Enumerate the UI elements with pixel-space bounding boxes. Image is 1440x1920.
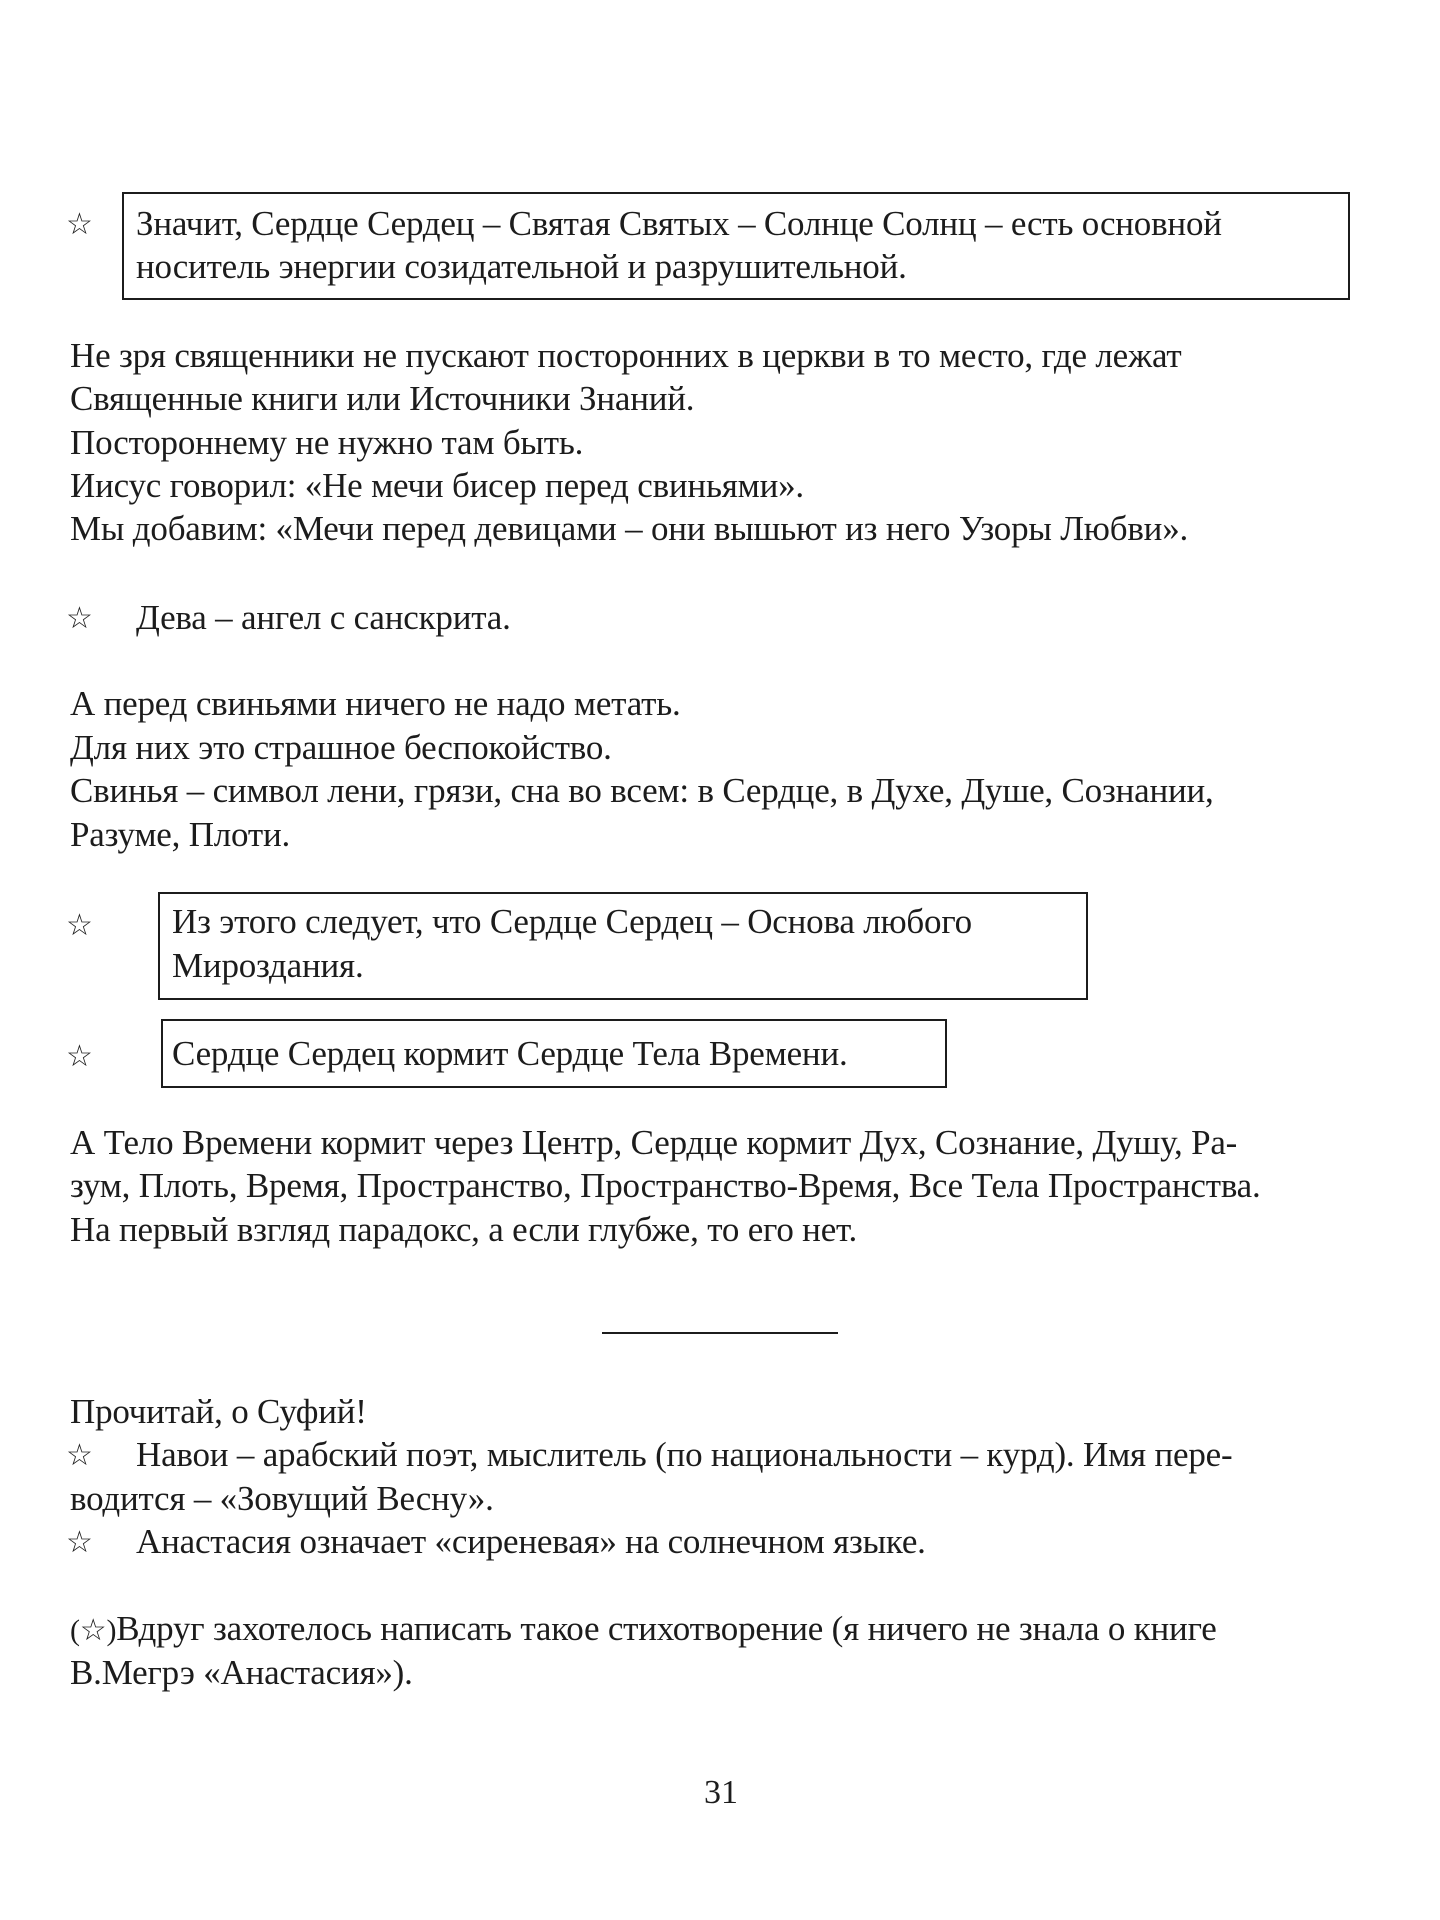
para2-line-3: Свинья – символ лени, грязи, сна во всем: в Сердце, в Духе, Душе, Сознании, [70, 771, 1214, 810]
star-icon: ☆ [66, 1040, 93, 1073]
para1-line-5: Мы добавим: «Мечи перед девицами – они вышьют из него Узоры Любви». [70, 509, 1189, 548]
para3-line-2: зум, Плоть, Время, Пространство, Пространство-Время, Все Тела Пространства. [70, 1166, 1261, 1205]
closing-text-1: Вдруг захотелось написать такое стихотворение (я ничего не знала о книге [116, 1609, 1217, 1648]
star-icon: ☆ [66, 1526, 93, 1559]
closing-line-1 [70, 1611, 1217, 1646]
box1-line-2: носитель энергии созидательной и разрушительной. [136, 247, 907, 286]
box1-line-1: Значит, Сердце Сердец – Святая Святых – Солнце Солнц – есть основной [136, 204, 1222, 243]
para2-line-2: Для них это страшное беспокойство. [70, 728, 612, 767]
note2-line-1: Навои – арабский поэт, мыслитель (по национальности – курд). Имя пере- [136, 1435, 1233, 1474]
para2-line-4: Разуме, Плоти. [70, 815, 291, 854]
box2-line-2: Мироздания. [172, 946, 364, 985]
star-icon: ☆ [66, 909, 93, 942]
note2-line-2: водится – «Зовущий Весну». [70, 1479, 494, 1518]
para3-line-1: А Тело Времени кормит через Центр, Сердце кормит Дух, Сознание, Душу, Ра- [70, 1123, 1238, 1162]
para3-line-3: На первый взгляд парадокс, а если глубже, то его нет. [70, 1210, 858, 1249]
star-icon: ☆ [66, 1439, 93, 1472]
star-icon: ☆ [66, 208, 93, 241]
para1-line-1: Не зря священники не пускают посторонних в церкви в то место, где лежат [70, 336, 1182, 375]
para1-line-2: Священные книги или Источники Знаний. [70, 379, 695, 418]
note3-text: Анастасия означает «сиреневая» на солнечном языке. [136, 1522, 926, 1561]
para1-line-3: Постороннему не нужно там быть. [70, 423, 584, 462]
page-number: 31 [704, 1774, 738, 1811]
section2-heading: Прочитай, о Суфий! [70, 1392, 367, 1431]
star-icon: ☆ [66, 602, 93, 635]
bracketed-star-icon: (☆) [70, 1614, 117, 1647]
closing-line-2: В.Мегрэ «Анастасия»). [70, 1653, 413, 1692]
box3-text: Сердце Сердец кормит Сердце Тела Времени. [172, 1034, 848, 1073]
box2-line-1: Из этого следует, что Сердце Сердец – Основа любого [172, 902, 972, 941]
section-divider [602, 1332, 838, 1334]
para2-line-1: А перед свиньями ничего не надо метать. [70, 684, 681, 723]
para1-line-4: Иисус говорил: «Не мечи бисер перед свиньями». [70, 466, 804, 505]
note1-text: Дева – ангел с санскрита. [136, 598, 511, 637]
